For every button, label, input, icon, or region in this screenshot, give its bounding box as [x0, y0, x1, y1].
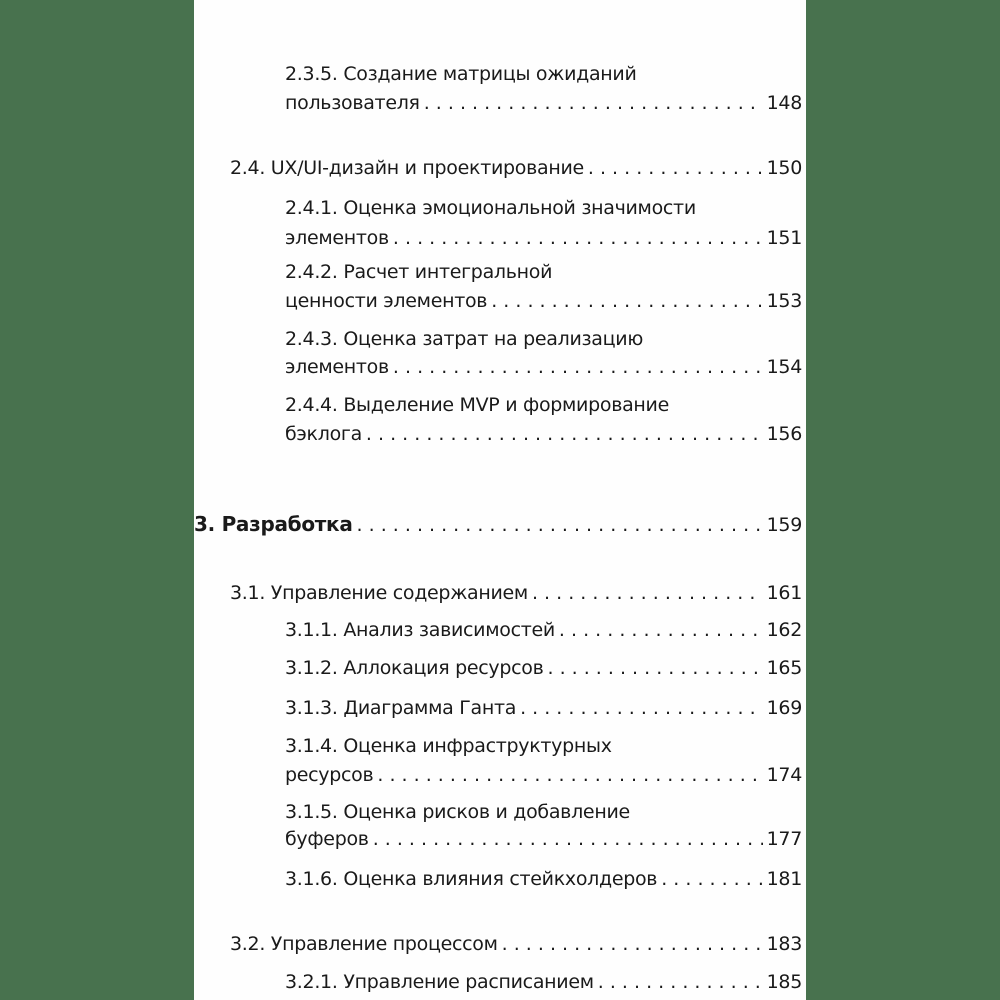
dot-leader	[424, 92, 763, 114]
entry-title-cont: ценности элементов	[285, 290, 488, 312]
entry-title: 2.4.2. Расчет интегральной	[285, 261, 553, 283]
toc-entry-3-1[interactable]	[230, 582, 802, 604]
entry-title-cont: бэклога	[285, 423, 362, 445]
page-number: 154	[766, 356, 802, 378]
entry-title: 3.1.3. Диаграмма Ганта	[285, 697, 517, 719]
page-number: 183	[766, 933, 802, 955]
entry-title-cont: ресурсов	[285, 764, 374, 786]
toc-entry-2-4-3[interactable]	[285, 356, 802, 378]
toc-entry-3-1-1[interactable]	[285, 619, 802, 641]
entry-title-cont: элементов	[285, 227, 389, 249]
entry-title-cont: пользователя	[285, 92, 420, 114]
entry-title: 2.4.4. Выделение MVP и формирование	[285, 394, 669, 416]
dot-leader	[559, 619, 763, 641]
toc-entry-2-4-3-title	[285, 328, 643, 350]
toc-entry-2-4[interactable]	[230, 157, 802, 179]
page-number: 156	[766, 423, 802, 445]
page-number: 150	[766, 157, 802, 179]
toc-entry-2-4-1[interactable]	[285, 227, 802, 249]
entry-title: 2.3.5. Создание матрицы ожиданий	[285, 63, 637, 85]
toc-entry-2-4-2-title	[285, 261, 552, 283]
toc-entry-3[interactable]	[194, 512, 802, 536]
page-number: 148	[766, 92, 802, 114]
entry-title: 2.4. UX/UI-дизайн и проектирование	[230, 157, 584, 179]
page-number: 162	[766, 619, 802, 641]
dot-leader	[547, 657, 762, 679]
toc-entry-3-2-1[interactable]	[285, 971, 802, 993]
entry-title: 3.1.5. Оценка рисков и добавление	[285, 801, 630, 823]
page-number: 161	[766, 582, 802, 604]
entry-title: 3.2. Управление процессом	[230, 933, 498, 955]
dot-leader	[502, 933, 763, 955]
entry-title: 3.1.2. Аллокация ресурсов	[285, 657, 544, 679]
entry-title: 3.1.6. Оценка влияния стейкхолдеров	[285, 868, 658, 890]
toc-entry-3-1-2[interactable]	[285, 657, 802, 679]
toc-entry-2-3-5[interactable]	[285, 92, 802, 114]
entry-title: 3.1.1. Анализ зависимостей	[285, 619, 555, 641]
toc-entry-3-1-3[interactable]	[285, 697, 802, 719]
entry-title: 2.4.3. Оценка затрат на реализацию	[285, 328, 644, 350]
entry-title-cont: буферов	[285, 828, 369, 850]
toc-entry-2-4-2[interactable]	[285, 290, 802, 312]
dot-leader	[532, 582, 763, 604]
dot-leader	[393, 227, 763, 249]
entry-title: 2.4.1. Оценка эмоциональной значимости	[285, 197, 696, 219]
toc-entry-2-4-1-title	[285, 197, 696, 219]
dot-leader	[373, 828, 763, 850]
toc-entry-2-4-4[interactable]	[285, 423, 802, 445]
entry-title: 3.1.4. Оценка инфраструктурных	[285, 735, 612, 757]
dot-leader	[366, 423, 763, 445]
page-number: 174	[766, 764, 802, 786]
dot-leader	[598, 971, 763, 993]
dot-leader	[661, 868, 762, 890]
dot-leader	[588, 157, 763, 179]
page-number: 177	[766, 828, 802, 850]
dot-leader	[520, 697, 763, 719]
toc-entry-3-1-5[interactable]	[285, 828, 802, 850]
entry-title: 3.1. Управление содержанием	[230, 582, 528, 604]
dot-leader	[393, 356, 763, 378]
chapter-title: 3. Разработка	[194, 512, 353, 536]
toc-entry-3-1-4[interactable]	[285, 764, 802, 786]
page-number: 165	[766, 657, 802, 679]
toc-entry-2-3-5-title	[285, 63, 637, 85]
entry-title: 3.2.1. Управление расписанием	[285, 971, 594, 993]
entry-title-cont: элементов	[285, 356, 389, 378]
dot-leader	[491, 290, 762, 312]
page-number: 151	[766, 227, 802, 249]
page-number: 181	[766, 868, 802, 890]
dot-leader	[377, 764, 762, 786]
toc-entry-3-1-6[interactable]	[285, 868, 802, 890]
page-number: 169	[766, 697, 802, 719]
toc-entry-3-1-5-title	[285, 801, 630, 823]
toc-entry-3-1-4-title	[285, 735, 612, 757]
toc-entry-3-2[interactable]	[230, 933, 802, 955]
book-page	[194, 0, 806, 1000]
toc-entry-2-4-4-title	[285, 394, 669, 416]
page-number: 185	[766, 971, 802, 993]
page-number: 159	[766, 514, 802, 536]
dot-leader	[357, 514, 763, 536]
page-number: 153	[766, 290, 802, 312]
